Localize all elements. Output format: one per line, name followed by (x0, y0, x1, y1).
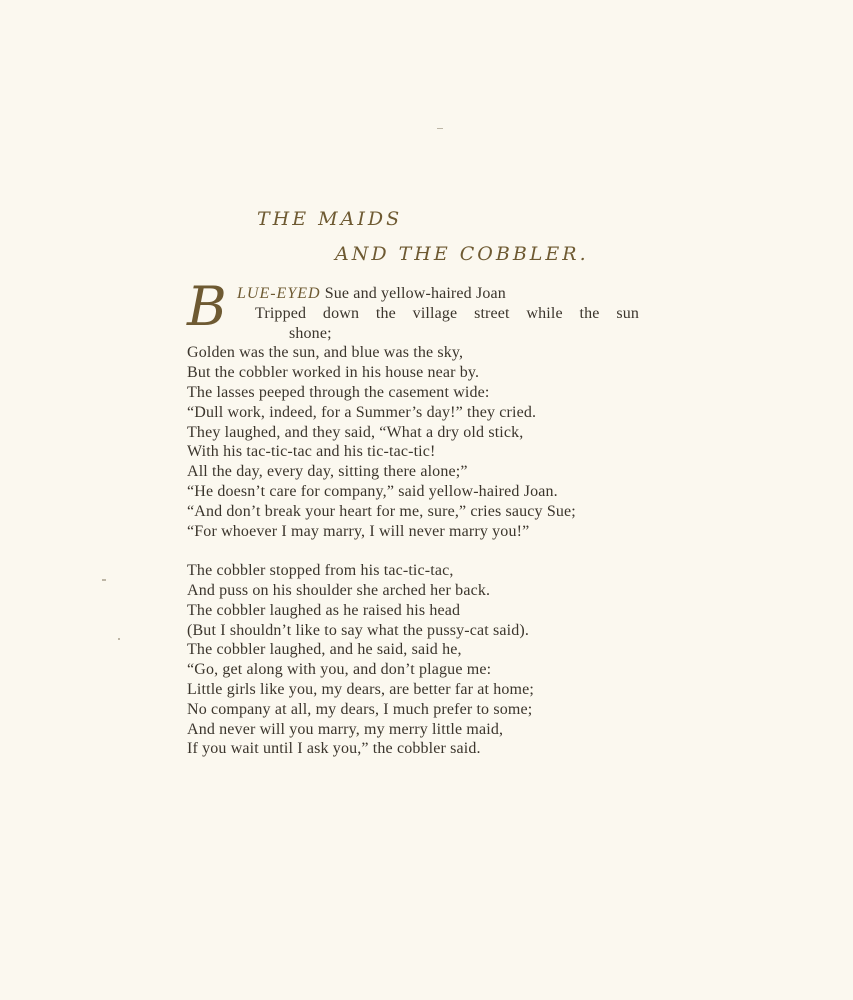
paper-speck (118, 638, 120, 640)
poem-line: Golden was the sun, and blue was the sky, (187, 344, 464, 362)
title-line-1: THE MAIDS (257, 208, 403, 230)
poem-line: “And don’t break your heart for me, sure,” cries saucy Sue; (187, 502, 576, 520)
poem-line: If you wait until I ask you,” the cobbler said. (187, 740, 481, 758)
poem-line: (But I shouldn’t like to say what the pussy-cat said). (187, 621, 529, 639)
title-line-2: AND THE COBBLER. (335, 243, 589, 265)
poem-first-word: LUE-EYED (237, 285, 321, 302)
poem-line: They laughed, and they said, “What a dry old stick, (187, 423, 524, 441)
poem-line: The cobbler laughed, and he said, said he, (187, 641, 462, 659)
poem-line: No company at all, my dears, I much prefer to some; (187, 700, 533, 718)
poem-line: But the cobbler worked in his house near by. (187, 364, 480, 382)
paper-speck (102, 579, 106, 581)
poem-line: And never will you marry, my merry little maid, (187, 720, 504, 738)
paper-speck (437, 128, 443, 129)
poem-line: “He doesn’t care for company,” said yellow-haired Joan. (187, 482, 558, 500)
poem-line: The cobbler stopped from his tac-tic-tac, (187, 562, 454, 580)
poem-line-text: Sue and yellow-haired Joan (320, 285, 506, 302)
poem-line: And puss on his shoulder she arched her back. (187, 581, 491, 599)
stanza-break (187, 541, 639, 561)
poem-line: All the day, every day, sitting there alone;” (187, 463, 468, 481)
poem-line: The cobbler laughed as he raised his head (187, 601, 461, 619)
drop-cap-letter: B (187, 275, 227, 338)
poem-line: Tripped down the village street while the sun (255, 304, 639, 322)
poem-body (187, 284, 639, 759)
poem-line: “For whoever I may marry, I will never marry you!” (187, 522, 530, 540)
poem-line: shone; (289, 324, 332, 342)
poem-line: “Dull work, indeed, for a Summer’s day!” they cried. (187, 403, 537, 421)
poem-line (187, 284, 639, 304)
poem-line: The lasses peeped through the casement wide: (187, 383, 490, 401)
poem-line: “Go, get along with you, and don’t plague me: (187, 661, 492, 679)
poem-line: Little girls like you, my dears, are better far at home; (187, 680, 534, 698)
poem-line: With his tac-tic-tac and his tic-tac-tic! (187, 443, 436, 461)
